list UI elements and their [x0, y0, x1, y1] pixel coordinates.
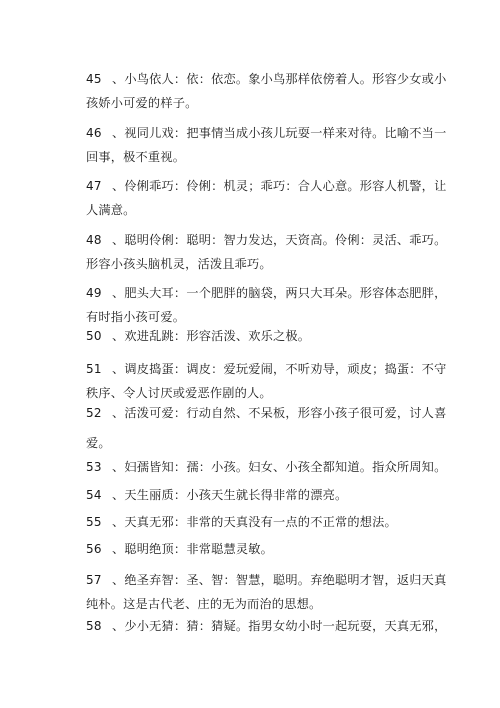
entry-number: 58 [86, 619, 102, 633]
entry-text-line: 秩序、令人讨厌或爱恶作剧的人。 [86, 385, 272, 400]
idiom-entry-46 [86, 122, 447, 169]
entry-number: 50 [86, 329, 102, 343]
entry-text-line: 、调皮捣蛋：调皮：爱玩爱闹，不听劝导，顽皮；捣蛋：不守 [112, 362, 447, 376]
idiom-entry-51 [86, 358, 447, 405]
entry-number: 47 [86, 179, 102, 193]
idiom-entry-49 [86, 282, 447, 329]
entry-number: 54 [86, 488, 102, 502]
entry-number: 51 [86, 362, 102, 376]
idiom-entry-52 [86, 402, 447, 455]
idiom-entry-55 [86, 511, 416, 535]
entry-text-line: 、天真无邪：非常的天真没有一点的不正常的想法。 [112, 515, 397, 529]
entry-text-line: 、视同儿戏：把事情当成小孩儿玩耍一样来对待。比喻不当一 [112, 126, 447, 140]
entry-text-line: 、天生丽质：小孩天生就长得非常的漂亮。 [112, 488, 348, 502]
entry-text-line: 孩娇小可爱的样子。 [86, 95, 198, 110]
idiom-entry-54 [86, 484, 416, 508]
entry-text-line: 形容小孩头脑机灵，活泼且乖巧。 [86, 256, 272, 271]
entry-text-line: 人满意。 [86, 202, 136, 217]
idiom-entry-50 [86, 325, 416, 349]
entry-text-line: 、欢进乱跳：形容活泼、欢乐之极。 [112, 329, 311, 343]
entry-text-line: 、活泼可爱：行动自然、不呆板，形容小孩子很可爱，讨人喜 [112, 406, 447, 420]
idiom-entry-56 [86, 538, 416, 562]
entry-number: 49 [86, 286, 102, 300]
idiom-entry-53 [86, 456, 447, 480]
idiom-entry-45 [86, 68, 447, 115]
entry-number: 48 [86, 233, 102, 247]
entry-number: 52 [86, 406, 102, 420]
entry-text-line: 、妇孺皆知：孺：小孩。妇女、小孩全都知道。指众所周知。 [112, 460, 447, 474]
idiom-entry-48 [86, 229, 447, 276]
idiom-entry-58 [86, 615, 447, 639]
entry-number: 53 [86, 460, 102, 474]
entry-text-line: 有时指小孩可爱。 [86, 309, 186, 324]
entry-text-line: 、少小无猜：猜：猜疑。指男女幼小时一起玩耍，天真无邪， [112, 619, 447, 633]
entry-number: 57 [86, 573, 102, 587]
entry-text-line: 、肥头大耳：一个肥胖的脑袋，两只大耳朵。形容体态肥胖， [112, 286, 447, 300]
entry-text-line: 、聪明伶俐：聪明：智力发达，天资高。伶俐：灵活、乖巧。 [112, 233, 447, 247]
entry-text-line: 、聪明绝顶：非常聪慧灵敏。 [112, 542, 274, 556]
entry-number: 56 [86, 542, 102, 556]
entry-text-line: 、绝圣弃智：圣、智：智慧，聪明。弃绝聪明才智，返归天真 [112, 573, 447, 587]
entry-text-line: 爱。 [86, 435, 111, 450]
entry-text-line: 、伶俐乖巧：伶俐：机灵；乖巧：合人心意。形容人机警，让 [112, 179, 447, 193]
entry-text-line: 、小鸟依人：依：依恋。象小鸟那样依傍着人。形容少女或小 [112, 72, 447, 86]
entry-number: 55 [86, 515, 102, 529]
idiom-entry-47 [86, 175, 447, 222]
entry-number: 46 [86, 126, 102, 140]
entry-number: 45 [86, 72, 102, 86]
entry-text-line: 纯朴。这是古代老、庄的无为而治的思想。 [86, 596, 322, 611]
idiom-entry-57 [86, 569, 447, 616]
entry-text-line: 回事，极不重视。 [86, 149, 186, 164]
